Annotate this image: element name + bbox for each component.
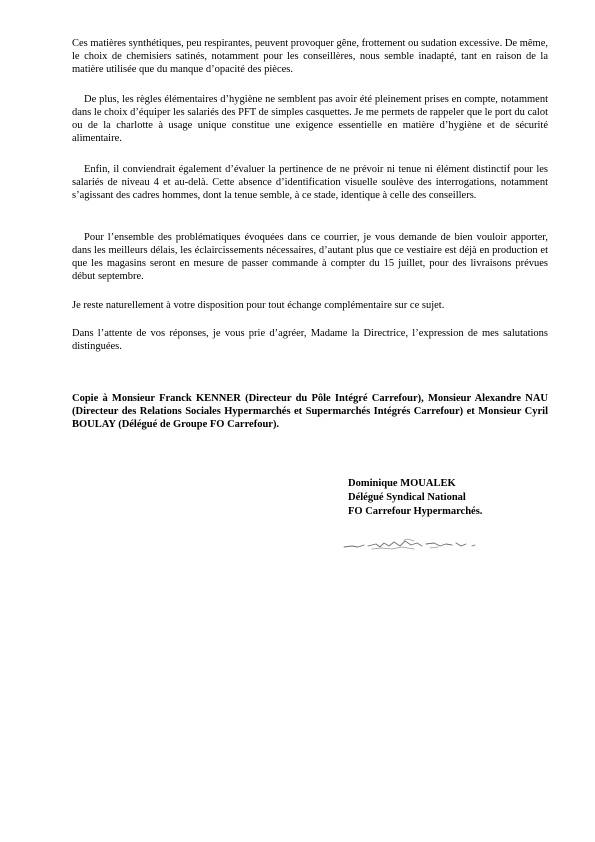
signatory-name: Dominique MOUALEK: [348, 478, 456, 489]
paragraph-closing-salutation: Dans l’attente de vos réponses, je vous prie d’agréer, Madame la Directrice, l’expression de mes salutations distinguées.: [72, 328, 548, 352]
paragraph-availability: Je reste naturellement à votre disposition pour tout échange complémentaire sur ce sujet.: [72, 300, 445, 311]
signatory-organization: FO Carrefour Hypermarchés.: [348, 506, 483, 517]
signatory-title: Délégué Syndical National: [348, 492, 466, 503]
paragraph-request-clarifications: Pour l’ensemble des problématiques évoquées dans ce courrier, je vous demande de bien vouloir apporter, dans les meilleurs délais, les éclaircissements nécessaires, d’autant plus que ce vestiaire est déjà en production et que les magasins seront en mesure de passer commande à compter du 15 juillet, pour des livraisons prévues début septembre.: [72, 232, 548, 282]
paragraph-synthetic-materials: Ces matières synthétiques, peu respirantes, peuvent provoquer gêne, frottement ou sudation excessive. De même, le choix de chemisiers satinés, notamment pour les conseillères, nous semble inadapté, tant en raison de la matière utilisée que du manque d’opacité des pièces.: [72, 38, 548, 75]
handwritten-signature: [342, 534, 478, 554]
copy-notice: Copie à Monsieur Franck KENNER (Directeur du Pôle Intégré Carrefour), Monsieur Alexandre NAU (Directeur des Relations Sociales Hypermarchés et Supermarchés Intégrés Carrefour) et Monsieur Cyril BOULAY (Délégué de Groupe FO Carrefour).: [72, 393, 548, 430]
signature-block: [348, 477, 548, 519]
paragraph-level-four-staff: Enfin, il conviendrait également d’évaluer la pertinence de ne prévoir ni tenue ni élément distinctif pour les salariés de niveau 4 et au-delà. Cette absence d’identification visuelle soulève des interrogations, notamment s’agissant des cadres hommes, dont la tenue semble, à ce stade, identique à celle des conseillers.: [72, 164, 548, 201]
paragraph-hygiene-rules: De plus, les règles élémentaires d’hygiène ne semblent pas avoir été pleinement prises en compte, notamment dans le choix d’équiper les salariés des PFT de simples casquettes. Je me permets de rappeler que le port du calot ou de la charlotte à usage unique constitue une exigence essentielle en matière d’hygiène et de sécurité alimentaire.: [72, 94, 548, 144]
